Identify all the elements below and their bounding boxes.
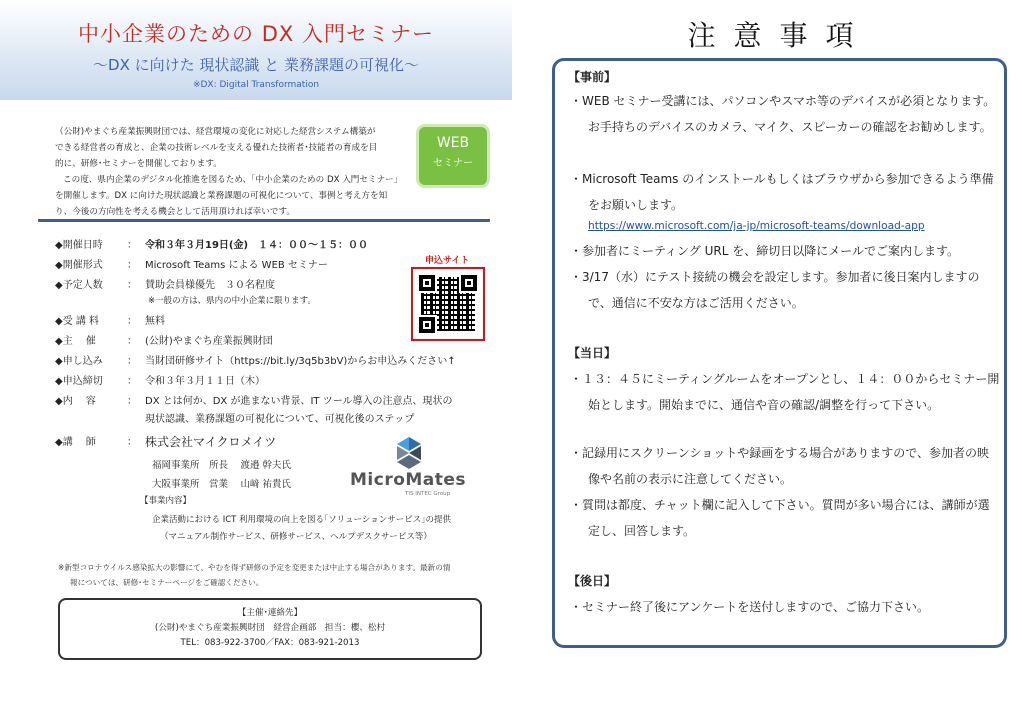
qr-finder xyxy=(419,317,435,333)
detail-value: Microsoft Teams による WEB セミナー xyxy=(145,260,328,271)
web-seminar-badge xyxy=(416,124,490,188)
detail-content-line2: 現状認識、業務課題の可視化について、可視化後のステップ xyxy=(145,414,415,425)
dx-note: ※DX: Digital Transformation xyxy=(192,80,320,90)
detail-colon: ： xyxy=(127,437,137,448)
section-after-heading: 【後日】 xyxy=(568,574,617,588)
detail-date xyxy=(55,236,368,251)
covid-line: ※新型コロナウイルス感染拡大の影響にて、やむを得ず研修の予定を変更または中止する場合があります。最新の情 xyxy=(58,563,451,572)
qr-label: 申込サイト xyxy=(425,256,470,266)
participants-note: ※一般の方は、県内の中小企業に限ります。 xyxy=(148,296,316,306)
notes-title: 注意事項 xyxy=(687,19,872,52)
detail-key: ◆講 師 xyxy=(55,437,96,448)
contact-label: 【主催･連絡先】 xyxy=(237,608,303,618)
flyer-subtitle: 〜DX に向けた 現状認識 と 業務課題の可視化〜 xyxy=(93,56,419,74)
contact-box xyxy=(58,598,482,660)
contact-org: (公財)やまぐち産業振興財団 経営企画部 担当：櫻、松村 xyxy=(154,623,386,633)
teams-download-link[interactable]: https://www.microsoft.com/ja-jp/microsoft-teams/download-app xyxy=(588,220,925,232)
intro-line: （公財)やまぐち産業振興財団では、経営環境の変化に対応した経営システム構築が xyxy=(55,127,376,137)
detail-format xyxy=(55,256,328,271)
intro-line: り、今後の方向性を考える機会として活用頂ければ幸いです。 xyxy=(55,207,295,217)
detail-value: 令和３年３月19日(金) １４：００〜１５：００ xyxy=(145,240,369,251)
detail-colon: ： xyxy=(127,280,137,291)
qr-code[interactable] xyxy=(411,267,485,341)
lecturer-company: 株式会社マイクロメイツ xyxy=(145,435,277,449)
detail-key: ◆申し込み xyxy=(55,356,103,367)
qr-finder xyxy=(461,275,477,291)
detail-key: ◆申込締切 xyxy=(55,376,103,387)
detail-value: DX とは何か、DX が進まない背景、IT ツール導入の注意点、現状の xyxy=(145,396,453,407)
notes-box xyxy=(552,58,1007,648)
detail-lecturer xyxy=(55,433,276,450)
intro-line: を開催します。DX に向けた現状認識と業務課題の可視化について、事例と考え方を知 xyxy=(55,191,388,201)
detail-key: ◆主 催 xyxy=(55,336,96,347)
detail-value: 当財団研修サイト（https://bit.ly/3q5b3bV)からお申込みください↑ xyxy=(145,356,456,367)
detail-fee xyxy=(55,312,165,327)
detail-application xyxy=(55,352,456,367)
detail-value: 無料 xyxy=(145,316,165,327)
lecturer-person: 大阪事業所 営業 山﨑 祐貴氏 xyxy=(152,479,292,490)
detail-value: 令和３年３月１１日（木） xyxy=(145,376,265,387)
detail-colon: ： xyxy=(127,356,137,367)
detail-key: ◆開催形式 xyxy=(55,260,103,271)
detail-key: ◆受 講 料 xyxy=(55,316,100,327)
detail-key: ◆開催日時 xyxy=(55,240,103,251)
detail-organizer xyxy=(55,332,273,347)
badge-line2: セミナー xyxy=(433,158,473,169)
detail-colon: ： xyxy=(127,396,137,407)
detail-deadline xyxy=(55,372,265,387)
badge-line1: WEB xyxy=(436,135,470,151)
note-item: ・セミナー終了後にアンケートを送付しますので、ご協力下さい。 xyxy=(570,600,930,614)
intro-line: できる経営者の育成と、企業の技術レベルを支える優れた技術者･技能者の育成を目 xyxy=(55,143,378,153)
section-day-heading: 【当日】 xyxy=(568,346,617,360)
covid-note xyxy=(58,560,478,590)
note-item: ・参加者にミーティング URL を、締切日以降にメールでご案内します。 xyxy=(570,244,960,258)
detail-value: (公財)やまぐち産業振興財団 xyxy=(145,336,273,347)
business-label: 【事業内容】 xyxy=(140,496,192,506)
intro-line: この度、県内企業のデジタル化推進を図るため、「中小企業のための DX 入門セミナー」 xyxy=(63,175,403,185)
detail-key: ◆内 容 xyxy=(55,396,96,407)
business-line: 企業活動における ICT 利用環境の向上を図る｢ソリューションサービス｣の提供 xyxy=(152,515,451,525)
intro-line: 的に、研修･セミナーを開催しております。 xyxy=(55,159,222,169)
covid-line: 報については、研修･セミナーページをご確認ください。 xyxy=(70,578,264,587)
note-item: ・WEB セミナー受講には、パソコンやスマホ等のデバイスが必須となります。お手持ちのデバイスのカメラ、マイク、スピーカーの確認をお勧めします。 xyxy=(570,94,996,134)
business-line: （マニュアル制作サービス、研修サービス、ヘルプデスクサービス等） xyxy=(160,532,432,542)
note-item: ・質問は都度、チャット欄に記入して下さい。質問が多い場合には、講師が選定し、回答します。 xyxy=(570,498,990,538)
detail-content xyxy=(55,392,453,407)
qr-finder xyxy=(419,275,435,291)
section-before-heading: 【事前】 xyxy=(568,70,617,84)
flyer-header xyxy=(0,0,512,100)
note-item: ・記録用にスクリーンショットや録画をする場合がありますので、参加者の映像や名前の表示に注意してください。 xyxy=(570,446,989,486)
detail-participants xyxy=(55,276,275,291)
detail-key: ◆予定人数 xyxy=(55,280,103,291)
micromates-logo-icon xyxy=(392,437,426,471)
detail-colon: ： xyxy=(127,260,137,271)
divider xyxy=(38,219,490,222)
flyer-title: 中小企業のための DX 入門セミナー xyxy=(78,22,434,46)
contact-tel: TEL：083-922-3700／FAX：083-921-2013 xyxy=(180,638,360,648)
note-item: ・3/17（水）にテスト接続の機会を設定します。参加者に後日案内しますので、通信に不安な方はご活用ください。 xyxy=(570,270,980,310)
lecturer-person: 福岡事業所 所長 渡邉 幹夫氏 xyxy=(152,460,292,471)
note-item: ・Microsoft Teams のインストールもしくはブラウザから参加できるよう準備をお願いします。 xyxy=(570,172,994,212)
detail-colon: ： xyxy=(127,316,137,327)
detail-value: 賛助会員様優先 ３０名程度 xyxy=(145,280,275,291)
intro-text xyxy=(55,124,411,220)
detail-colon: ： xyxy=(127,376,137,387)
micromates-logo-text: MicroMates xyxy=(350,470,467,490)
note-item: ・１３：４５にミーティングルームをオープンとし、１４：００からセミナー開始とします。開始までに、通信や音の確認/調整を行って下さい。 xyxy=(570,372,1000,412)
detail-colon: ： xyxy=(127,336,137,347)
logo-subtitle: TIS INTEC Group xyxy=(405,491,451,497)
detail-colon: ： xyxy=(127,240,137,251)
